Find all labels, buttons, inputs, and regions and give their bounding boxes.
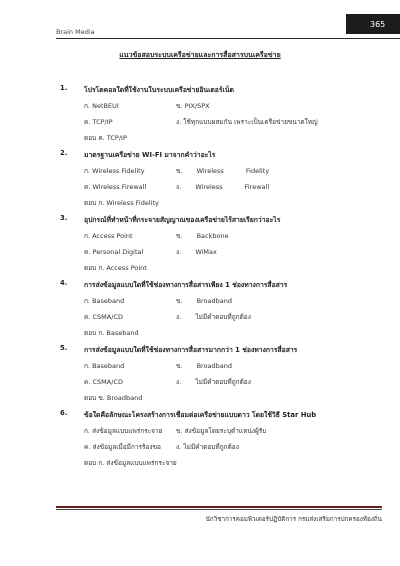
option-d: [176, 117, 318, 127]
option-b: [176, 361, 232, 371]
option-text: Baseband: [92, 362, 125, 370]
option-c: [84, 312, 123, 322]
option-letter: ง.: [176, 443, 182, 451]
question-text: โปรโตคอลใดที่ใช้งานในระบบเครือข่ายอินเตอร์เน็ต: [84, 86, 234, 94]
answer-line: ตอบ ก. Access Point: [84, 264, 147, 272]
answer-line: ตอบ ข. Broadband: [84, 394, 143, 402]
option-d: [176, 247, 217, 257]
option-a: [84, 231, 133, 241]
option-letter: ง.: [176, 378, 182, 386]
option-text: ไม่มีคำตอบที่ถูกต้อง: [183, 443, 239, 451]
option-text: ส่งข้อมูลเมื่อมีการร้องขอ: [92, 443, 161, 451]
document-title: แนวข้อสอบระบบเครือข่ายและการสื่อสารบนเครือข่าย: [119, 51, 281, 59]
question-text: การส่งข้อมูลแบบใดที่ใช้ช่องทางการสื่อสารเพียง 1 ช่องทางการสื่อสาร: [84, 281, 288, 289]
option-b: [176, 166, 269, 176]
option-text: Baseband: [92, 297, 125, 305]
option-letter: ค.: [84, 183, 91, 191]
option-b: [176, 296, 232, 306]
option-text: Broadband: [196, 362, 233, 370]
option-letter: ก.: [84, 232, 91, 240]
option-text: ส่งข้อมูลแบบแพร่กระจาย: [92, 427, 163, 435]
answer-line: ตอบ ค. TCP/IP: [84, 134, 127, 142]
option-text: Personal Digital: [92, 248, 144, 256]
option-letter: ข.: [176, 167, 183, 175]
option-d: [176, 312, 251, 322]
option-a: [84, 296, 124, 306]
option-text-secondary: Firewall: [244, 183, 270, 191]
option-letter: ก.: [84, 297, 91, 305]
question-text: ข้อใดคือลักษณะโครงสร้างการเชื่อมต่อเครือข่ายแบบดาว โดยใช้วิธี Star Hub: [84, 411, 317, 419]
option-text: Wireless: [196, 167, 224, 175]
option-letter: ข.: [176, 102, 183, 110]
option-a: [84, 361, 124, 371]
question-block: [0, 409, 400, 489]
option-letter: ข.: [176, 362, 183, 370]
option-text: PIX/SPX: [184, 102, 210, 110]
option-d: [176, 182, 269, 192]
page-number-badge: 365: [346, 14, 400, 34]
option-letter: ก.: [84, 167, 91, 175]
question-number: 6.: [60, 409, 68, 417]
option-b: [176, 231, 229, 241]
option-text-secondary: Fidelity: [245, 167, 270, 175]
option-letter: ค.: [84, 118, 91, 126]
option-text: ส่งข้อมูลโดยระบุตำแหน่งผู้รับ: [184, 427, 267, 435]
option-letter: ก.: [84, 427, 91, 435]
option-text: ไม่มีคำตอบที่ถูกต้อง: [195, 378, 251, 386]
question-number: 5.: [60, 344, 68, 352]
option-letter: ข.: [176, 297, 183, 305]
option-text: Access Point: [92, 232, 133, 240]
footer-text: นักวิชาการคอมพิวเตอร์ปฏิบัติการ กรมส่งเสริมการปกครองท้องถิ่น: [205, 516, 382, 523]
option-text: Backbone: [196, 232, 229, 240]
option-text: WiMax: [195, 248, 217, 256]
option-text: Wireless: [195, 183, 223, 191]
option-letter: ค.: [84, 313, 91, 321]
option-text: ไม่มีคำตอบที่ถูกต้อง: [195, 313, 251, 321]
option-c: [84, 442, 161, 452]
option-text: NetBEUI: [92, 102, 119, 110]
option-a: [84, 426, 162, 436]
option-letter: ก.: [84, 362, 91, 370]
question-text: อุปกรณ์ที่ทำหน้าที่กระจายสัญญาณของเครือข่ายไร้สายเรียกว่าอะไร: [84, 216, 281, 224]
option-c: [84, 377, 123, 387]
option-letter: ง.: [176, 118, 182, 126]
option-letter: ข.: [176, 427, 183, 435]
option-letter: ง.: [176, 183, 182, 191]
option-letter: ง.: [176, 248, 182, 256]
option-letter: ค.: [84, 378, 91, 386]
option-letter: ข.: [176, 232, 183, 240]
brand-label: Brain Media: [56, 28, 95, 36]
option-text: Wireless Firewall: [92, 183, 147, 191]
option-letter: ก.: [84, 102, 91, 110]
header-divider: [56, 38, 400, 39]
question-number: 1.: [60, 84, 68, 92]
answer-line: ตอบ ก. Wireless Fidelity: [84, 199, 159, 207]
answer-line: ตอบ ก. ส่งข้อมูลแบบแพร่กระจาย: [84, 459, 177, 467]
option-text: Wireless Fidelity: [92, 167, 145, 175]
question-text: การส่งข้อมูลแบบใดที่ใช้ช่องทางการสื่อสารมากกว่า 1 ช่องทางการสื่อสาร: [84, 346, 298, 354]
option-b: [176, 426, 266, 436]
option-text: CSMA/CD: [92, 378, 123, 386]
footer-divider-thin: [56, 509, 382, 510]
option-letter: ง.: [176, 313, 182, 321]
option-b: [176, 101, 210, 111]
option-d: [176, 377, 251, 387]
footer-divider-thick: [56, 506, 382, 508]
option-a: [84, 166, 145, 176]
option-letter: ค.: [84, 443, 91, 451]
option-d: [176, 442, 239, 452]
question-number: 4.: [60, 279, 68, 287]
option-c: [84, 182, 146, 192]
option-text: TCP/IP: [92, 118, 113, 126]
option-c: [84, 117, 113, 127]
option-c: [84, 247, 143, 257]
option-text: CSMA/CD: [92, 313, 123, 321]
option-text: ใช้ทุกแบบผสมกัน เพราะเป็นเครือข่ายขนาดใหญ่: [183, 118, 318, 126]
answer-line: ตอบ ก. Baseband: [84, 329, 139, 337]
question-text: มาตรฐานเครือข่าย WI-FI มาจากคำว่าอะไร: [84, 151, 216, 159]
question-number: 2.: [60, 149, 68, 157]
option-letter: ค.: [84, 248, 91, 256]
option-text: Broadband: [196, 297, 233, 305]
question-number: 3.: [60, 214, 68, 222]
option-a: [84, 101, 119, 111]
